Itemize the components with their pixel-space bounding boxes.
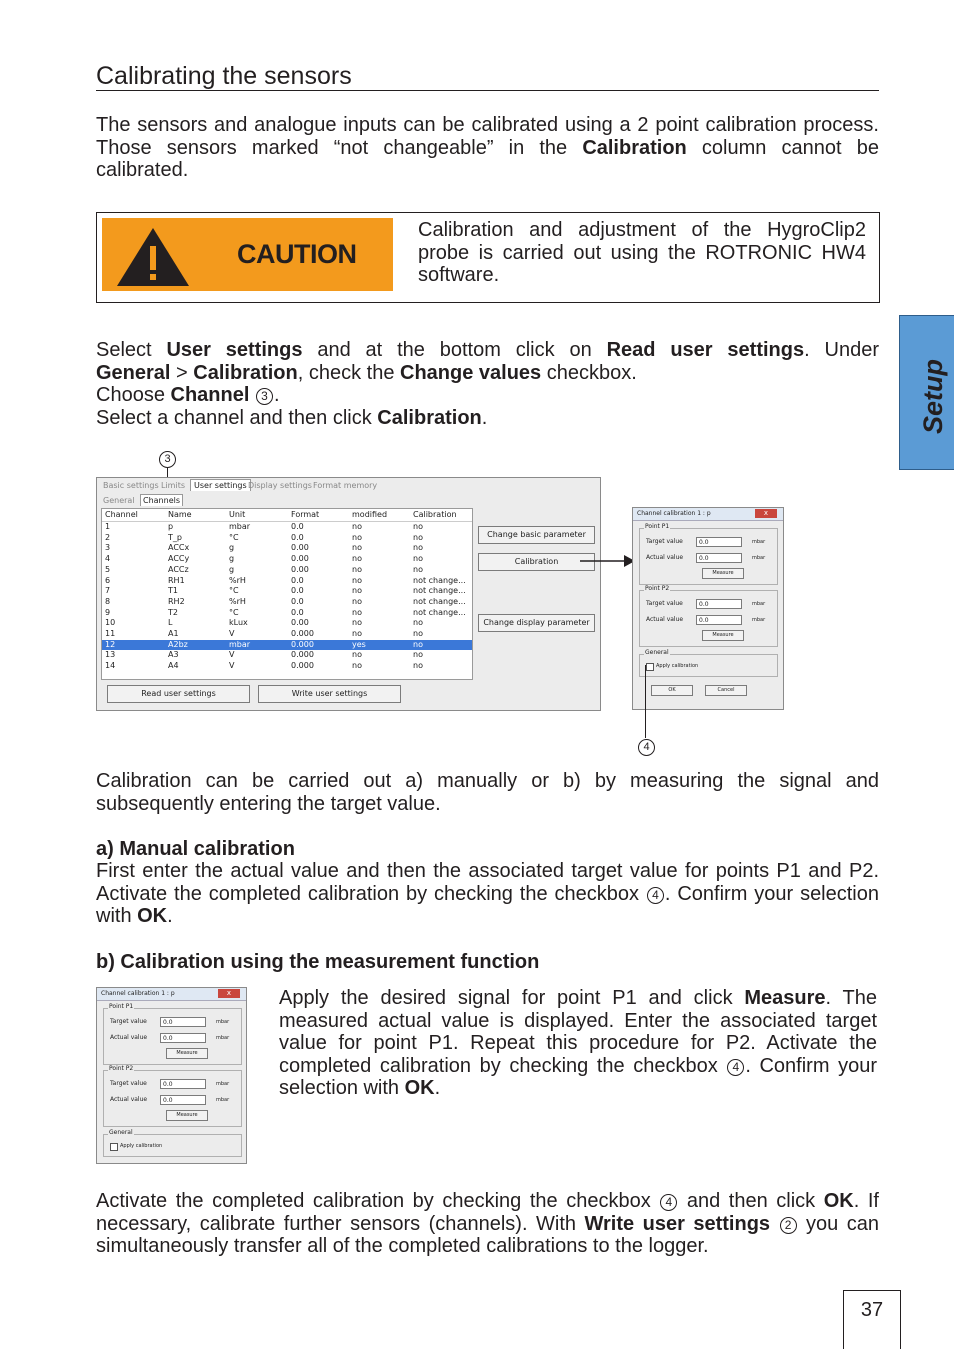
select-paragraph (96, 339, 879, 429)
table-cell: 0.0 (291, 596, 304, 606)
measurement-text-1: Apply the desired signal for point P1 and click (279, 987, 745, 1009)
caution-text: Calibration and adjustment of the HygroClip2 probe is carried out using the ROTRONIC HW4 software. (418, 219, 866, 287)
apply-calibration-label: Apply calibration (120, 1143, 163, 1149)
table-cell: no (352, 522, 362, 531)
table-cell: 5 (105, 564, 111, 574)
table-cell: 0.00 (291, 554, 309, 564)
tab-user-settings[interactable]: User settings (190, 479, 251, 491)
table-cell: °C (229, 607, 239, 617)
calibration-methods-paragraph: Calibration can be carried out a) manually or b) by measuring the signal and subsequently entering the target value. (96, 770, 879, 815)
group-label: Point P2 (645, 585, 670, 592)
table-row[interactable] (102, 565, 472, 576)
table-cell: %rH (229, 596, 246, 606)
table-cell: 0.000 (291, 650, 314, 660)
measurement-text-3: . Confirm your selection with (279, 1054, 877, 1100)
select-text-5: , check the (297, 361, 401, 384)
table-cell: RH1 (168, 575, 185, 585)
table-header (102, 510, 472, 522)
table-row[interactable] (102, 554, 472, 565)
intro-paragraph (96, 114, 879, 182)
manual-calibration-heading: a) Manual calibration (96, 838, 295, 860)
table-cell: °C (229, 532, 239, 542)
channel-calibration-dialog (632, 507, 784, 710)
select-line-3 (96, 384, 879, 407)
bold-calibration: Calibration (193, 361, 298, 384)
table-cell: not change... (413, 586, 466, 596)
table-cell: no (413, 661, 423, 671)
table-cell: A1 (168, 629, 179, 638)
unit-label: mbar (752, 601, 766, 607)
callout-number: 2 (780, 1217, 797, 1234)
table-cell: ACCx (168, 543, 190, 553)
table-cell: 2 (105, 532, 111, 542)
final-text-2: and then click (678, 1190, 824, 1212)
table-cell: not change... (413, 607, 466, 617)
callout-number: 3 (256, 388, 273, 405)
target-label: Target value (646, 538, 683, 545)
table-row[interactable] (102, 618, 472, 629)
select-text-3: . Under (804, 339, 879, 361)
intro-bold-calibration: Calibration (582, 136, 687, 159)
table-cell: no (352, 532, 362, 542)
table-cell: V (229, 629, 235, 638)
apply-calibration-checkbox[interactable] (110, 1143, 118, 1151)
subtab-general[interactable]: General (103, 496, 135, 505)
ok-button[interactable]: OK (651, 685, 693, 696)
arrow-icon (580, 553, 636, 569)
callout-3: 3 (159, 451, 176, 468)
table-cell: 7 (105, 586, 111, 596)
callout-number: 4 (727, 1059, 744, 1076)
table-cell: no (413, 650, 423, 660)
unit-label: mbar (752, 555, 766, 561)
manual-text-1: First enter the actual value and then the associated target value for points P1 and P2. Activate the completed calibration by checking the checkbox (96, 860, 879, 905)
table-cell: g (229, 554, 235, 564)
table-cell: 12 (105, 639, 116, 649)
table-cell: 1 (105, 522, 111, 531)
general-group (639, 649, 778, 677)
column-header[interactable]: Calibration (413, 510, 457, 519)
table-row[interactable] (102, 533, 472, 544)
p2-measure-button[interactable]: Measure (702, 630, 744, 641)
table-cell: 0.0 (291, 522, 304, 531)
target-label: Target value (110, 1018, 147, 1025)
select-line-2 (96, 362, 879, 385)
apply-calibration-checkbox[interactable] (646, 663, 654, 671)
table-row[interactable] (102, 543, 472, 554)
tab-format-memory[interactable]: Format memory (313, 481, 378, 490)
final-text-3: . If necessary, calibrate further sensors (channels). With (96, 1190, 879, 1235)
table-cell: 0.0 (291, 575, 304, 585)
table-cell: no (352, 661, 362, 671)
point-p1-group (103, 1003, 242, 1065)
table-cell: %rH (229, 575, 246, 585)
table-cell: A4 (168, 661, 179, 671)
actual-label: Actual value (646, 616, 684, 623)
final-paragraph (96, 1190, 879, 1258)
channel-calibration-dialog-2 (96, 987, 247, 1164)
cancel-button[interactable]: Cancel (705, 685, 747, 696)
tab-limits[interactable]: Limits (161, 481, 185, 490)
group-label: General (645, 649, 669, 656)
table-cell: 0.00 (291, 564, 309, 574)
group-label: Point P1 (645, 523, 670, 530)
select-text-6: checkbox. (541, 361, 637, 384)
point-p1-group (639, 523, 778, 585)
table-cell: 0.000 (291, 629, 314, 638)
table-cell: T_p (168, 532, 182, 542)
page-number: 37 (843, 1290, 901, 1349)
table-cell: no (413, 618, 423, 628)
table-cell: mbar (229, 639, 251, 649)
target-label: Target value (110, 1080, 147, 1087)
unit-label: mbar (216, 1035, 230, 1041)
tab-display-settings[interactable]: Display settings (248, 481, 312, 490)
table-cell: ACCy (168, 554, 190, 564)
table-cell: 9 (105, 607, 111, 617)
table-row[interactable] (102, 629, 472, 640)
measurement-text-4: . (434, 1077, 441, 1100)
table-cell: 8 (105, 596, 111, 606)
table-cell: no (352, 618, 362, 628)
actual-label: Actual value (110, 1096, 148, 1103)
p2-actual-input[interactable]: 0.0 (696, 615, 742, 625)
table-row[interactable] (102, 608, 472, 619)
p1-target-input[interactable]: 0.0 (696, 537, 742, 547)
choose-text: Choose (96, 384, 171, 407)
group-label: Point P1 (109, 1003, 134, 1010)
measurement-text-2: . The measured actual value is displayed. Enter the associated target value for point P1. Repeat this procedure for P2. Activate the completed calibration by checking the checkbox (279, 987, 877, 1077)
choose-dot: . (273, 384, 280, 407)
table-cell: T1 (168, 586, 178, 596)
p1-measure-button[interactable]: Measure (166, 1048, 208, 1059)
select-text-4: > (170, 361, 194, 384)
caution-box (96, 212, 880, 303)
column-header[interactable]: Channel (105, 510, 138, 519)
apply-calibration-label: Apply calibration (656, 663, 699, 669)
bold-change-values: Change values (400, 361, 542, 384)
table-cell: no (413, 532, 423, 542)
actual-label: Actual value (110, 1034, 148, 1041)
callout-number: 4 (647, 887, 664, 904)
table-row[interactable] (102, 586, 472, 597)
bold-ok: OK (823, 1190, 854, 1212)
table-cell: g (229, 543, 235, 553)
table-cell: no (413, 639, 423, 649)
read-user-settings-button[interactable]: Read user settings (107, 685, 250, 703)
table-cell: no (352, 650, 362, 660)
table-cell: A2bz (168, 639, 188, 649)
close-icon[interactable]: x (755, 509, 777, 518)
table-cell: A3 (168, 650, 179, 660)
p2-target-input[interactable]: 0.0 (160, 1079, 206, 1089)
bold-read-user-settings: Read user settings (606, 339, 805, 361)
table-cell: L (168, 618, 173, 628)
page-title: Calibrating the sensors (96, 62, 879, 91)
unit-label: mbar (752, 617, 766, 623)
table-cell: V (229, 650, 235, 660)
table-cell: kLux (229, 618, 248, 628)
table-row[interactable] (102, 650, 472, 661)
table-cell: V (229, 661, 235, 671)
write-user-settings-button[interactable]: Write user settings (258, 685, 401, 703)
table-cell: 3 (105, 543, 111, 553)
p2-measure-button[interactable]: Measure (166, 1110, 208, 1121)
p2-target-input[interactable]: 0.0 (696, 599, 742, 609)
change-basic-parameter-button[interactable]: Change basic parameter (478, 526, 595, 544)
final-text-1: Activate the completed calibration by checking the checkbox (96, 1190, 660, 1212)
subtab-channels[interactable]: Channels (140, 494, 183, 506)
table-cell: no (352, 564, 362, 574)
table-cell: 11 (105, 629, 116, 638)
table-cell: 0.000 (291, 661, 314, 671)
table-cell: no (352, 554, 362, 564)
measurement-calibration-heading: b) Calibration using the measurement function (96, 951, 540, 973)
dialog-titlebar (97, 988, 246, 1001)
table-cell: ACCz (168, 564, 189, 574)
table-cell: no (352, 596, 362, 606)
table-cell: 13 (105, 650, 116, 660)
bold-user-settings: User settings (166, 339, 303, 361)
bold-write-user-settings: Write user settings (584, 1212, 771, 1235)
select-line-4 (96, 407, 879, 430)
dialog-title: Channel calibration 1 : p (637, 510, 711, 517)
table-cell: no (352, 586, 362, 596)
dialog-titlebar (633, 508, 783, 521)
column-header[interactable]: modified (352, 510, 388, 519)
group-label: General (109, 1129, 133, 1136)
table-cell: p (168, 522, 174, 531)
table-cell: no (352, 629, 362, 638)
change-display-parameter-button[interactable]: Change display parameter (478, 614, 595, 632)
table-cell: yes (352, 639, 366, 649)
measurement-paragraph (279, 987, 877, 1100)
table-cell: mbar (229, 522, 251, 531)
table-cell: 10 (105, 618, 116, 628)
p1-target-input[interactable]: 0.0 (160, 1017, 206, 1027)
table-cell: no (413, 522, 423, 531)
column-header[interactable]: Name (168, 510, 192, 519)
table-cell: 6 (105, 575, 111, 585)
final-text-4: you can simultaneously transfer all of the completed calibrations to the logger. (96, 1212, 879, 1258)
bold-ok: OK (404, 1077, 435, 1100)
table-row[interactable] (102, 522, 472, 533)
table-cell: RH2 (168, 596, 185, 606)
table-cell: 14 (105, 661, 116, 671)
actual-label: Actual value (646, 554, 684, 561)
table-cell: 4 (105, 554, 111, 564)
bold-channel: Channel (170, 384, 250, 407)
table-cell: no (413, 554, 423, 564)
table-cell: no (352, 575, 362, 585)
table-row[interactable] (102, 661, 472, 672)
table-row[interactable] (102, 640, 472, 651)
table-cell: 0.0 (291, 607, 304, 617)
table-row[interactable] (102, 576, 472, 587)
intro-text-end: column cannot be calibrated. (96, 136, 879, 182)
p1-actual-input[interactable]: 0.0 (160, 1033, 206, 1043)
dialog-title: Channel calibration 1 : p (101, 990, 175, 997)
manual-calibration-paragraph (96, 860, 879, 928)
table-cell: 0.00 (291, 543, 309, 553)
table-cell: 0.0 (291, 586, 304, 596)
bold-calibration-2: Calibration (377, 406, 482, 429)
warning-triangle-icon (114, 224, 192, 288)
table-row[interactable] (102, 597, 472, 608)
table-cell: not change... (413, 596, 466, 606)
callout-number: 4 (660, 1194, 677, 1211)
table-cell: 0.000 (291, 639, 314, 649)
unit-label: mbar (216, 1081, 230, 1087)
p2-actual-input[interactable]: 0.0 (160, 1095, 206, 1105)
group-label: Point P2 (109, 1065, 134, 1072)
unit-label: mbar (216, 1097, 230, 1103)
table-cell: no (413, 543, 423, 553)
target-label: Target value (646, 600, 683, 607)
manual-text-2: . Confirm your selection with (96, 882, 879, 928)
user-settings-screenshot (96, 477, 601, 711)
tab-basic-settings[interactable]: Basic settings (103, 481, 159, 490)
manual-text-3: . (167, 905, 173, 928)
point-p2-group (639, 585, 778, 647)
select-dot-end: . (481, 406, 488, 429)
table-cell: not change... (413, 575, 466, 585)
point-p2-group (103, 1065, 242, 1127)
caution-label: CAUTION (237, 239, 357, 269)
intro-text: The sensors and analogue inputs can be calibrated using a 2 point calibration process. Those sensors marked “not changeable” in the (96, 114, 879, 159)
column-header[interactable]: Format (291, 510, 320, 519)
select-text-7: Select a channel and then click (96, 406, 378, 429)
table-cell: no (352, 607, 362, 617)
select-text-1: Select (96, 339, 167, 361)
close-icon[interactable]: x (218, 989, 240, 998)
select-text-2: and at the bottom click on (302, 339, 607, 361)
p1-actual-input[interactable]: 0.0 (696, 553, 742, 563)
setup-label: Setup (918, 358, 948, 434)
setup-side-tab (899, 315, 954, 470)
table-cell: no (413, 564, 423, 574)
p1-measure-button[interactable]: Measure (702, 568, 744, 579)
select-line-1 (96, 339, 879, 362)
table-cell: 0.00 (291, 618, 309, 628)
calibration-button[interactable]: Calibration (478, 553, 595, 571)
table-cell: 0.0 (291, 532, 304, 542)
general-group (103, 1129, 242, 1157)
column-header[interactable]: Unit (229, 510, 246, 519)
callout-4: 4 (638, 739, 655, 756)
table-cell: T2 (168, 607, 178, 617)
unit-label: mbar (216, 1019, 230, 1025)
unit-label: mbar (752, 539, 766, 545)
bold-general: General (96, 361, 171, 384)
table-cell: no (413, 629, 423, 638)
table-cell: no (352, 543, 362, 553)
bold-ok: OK (137, 905, 168, 928)
table-cell: g (229, 564, 235, 574)
channels-table (101, 508, 473, 680)
table-cell: °C (229, 586, 239, 596)
caution-banner (102, 218, 393, 291)
callout-4-leader (645, 665, 646, 738)
bold-measure: Measure (744, 987, 826, 1009)
